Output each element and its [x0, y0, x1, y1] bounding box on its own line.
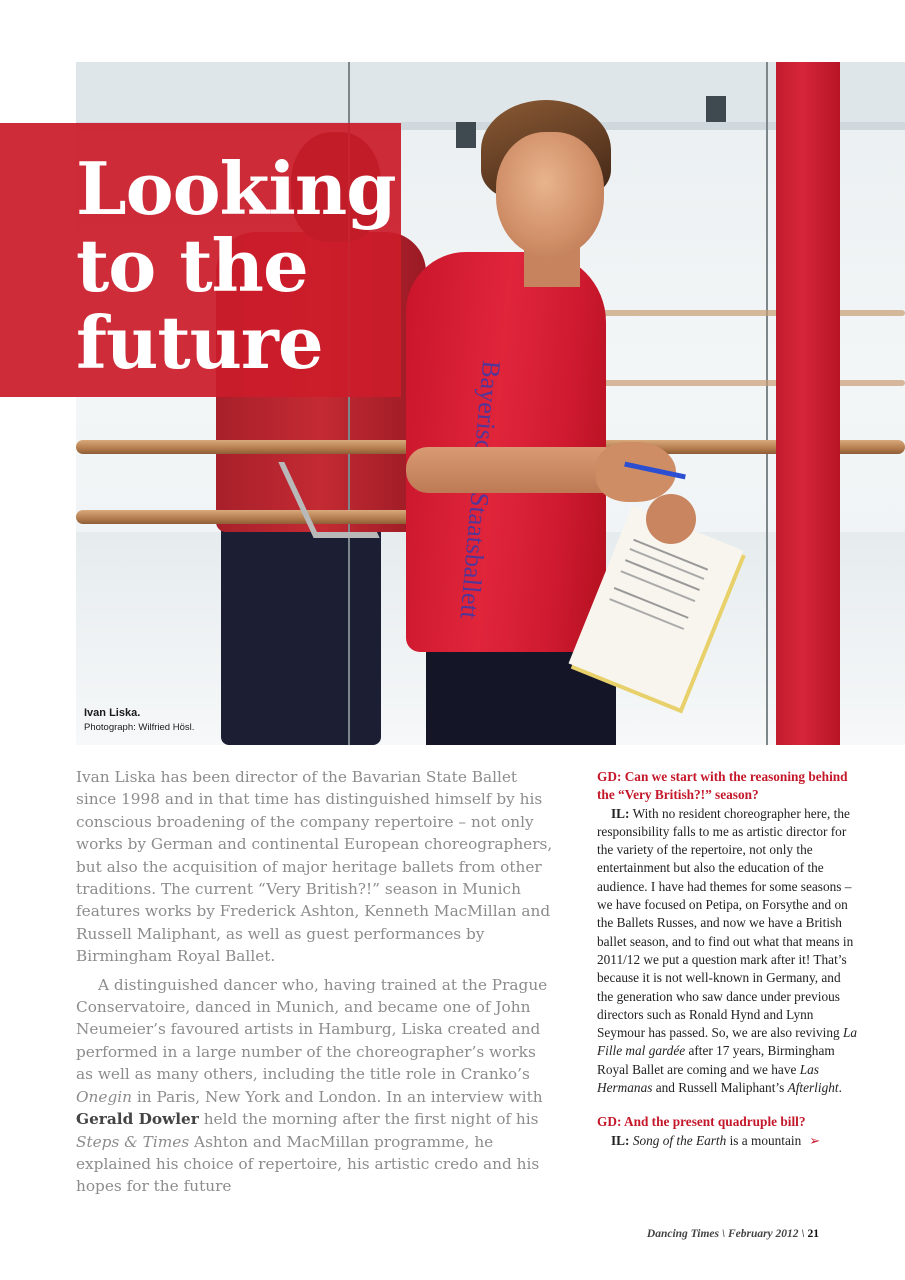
caption-credit: Photograph: Wilfried Hösl. [84, 722, 195, 733]
text-run: in Paris, New York and London. In an interview with [131, 1087, 543, 1106]
title-steps-and-times: Steps & Times [76, 1132, 190, 1151]
title-las-hermanas: Las Hermanas [597, 1061, 819, 1096]
dancer-hand-lower [646, 494, 696, 544]
question-1: GD: Can we start with the reasoning behind the “Very British?!” season? [597, 769, 848, 803]
title-afterlight: Afterlight [787, 1080, 839, 1096]
standfirst-paragraph-1: Ivan Liska has been director of the Bavarian State Ballet since 1998 and in that time has distinguished himself by his conscious broadening of the company repertoire – not only works by German and continental European choreographers, but also the acquisition of major heritage ballets from other traditions. The current “Very British?!” season in Munich features works by Frederick Ashton, Kenneth MacMillan and Russell Maliphant, as well as guest performances by Birmingham Royal Ballet. [76, 768, 553, 966]
author-name: Gerald Dowler [76, 1110, 199, 1129]
text-run: . [838, 1080, 842, 1096]
title-onegin: Onegin [76, 1087, 132, 1106]
page-number: 21 [807, 1228, 819, 1240]
standfirst-paragraph-2 [76, 974, 556, 1198]
page-footer [647, 1228, 819, 1240]
speaker-label: IL: [611, 805, 630, 821]
question-2: GD: And the present quadruple bill? [597, 1114, 806, 1130]
title-line-3: future [76, 300, 323, 385]
text-run: A distinguished dancer who, having trained at the Prague Conservatoire, danced in Munich, and became one of John Neumeier’s favoured artists in Hamburg, Liska created and performed in a large number of the choreographer’s works as well as many others, including the title role in Cranko’s [76, 975, 548, 1084]
text-run: Ashton and MacMillan programme, he explained his choice of repertoire, his artistic credo and his hopes for the future [76, 1132, 540, 1196]
photo-caption [84, 707, 194, 733]
answer-2 [597, 1132, 859, 1150]
text-run: and Russell Maliphant’s [652, 1080, 788, 1096]
answer-1 [597, 805, 859, 1098]
distant-barre [596, 380, 905, 386]
spacer [597, 1097, 859, 1113]
title-line-2: to the [76, 223, 308, 308]
footer-magazine: Dancing Times \ February 2012 \ [646, 1228, 808, 1240]
dancer-face [496, 132, 604, 257]
dancer-arm [406, 447, 626, 493]
title-la-fille-mal-gardee: La Fille mal gardée [597, 1025, 857, 1059]
text-run: With no resident choreographer here, the responsibility falls to me as artistic director for the variety of the repertoire, not only the entertainment but also the education of the audience. I have had themes for some seasons – we have focused on Petipa, on Forsythe and on the Ballets Russes, and now we have a British ballet season, and to find out what that means in 2011/12 we put a question mark after it! That’s because it is not well-known in Germany, and the generation who saw dance under previous directors such as Ronald Hynd and Lynn Seymour has passed. So, we are also reviving [597, 805, 854, 1041]
standfirst [76, 766, 556, 1198]
text-run: after 17 years, Birmingham Royal Ballet are coming and we have [597, 1043, 835, 1077]
article-title [76, 146, 396, 385]
wall-window [456, 122, 476, 148]
red-pillar [776, 62, 840, 745]
interview-column [597, 768, 859, 1150]
caption-name: Ivan Liska. [84, 707, 141, 719]
title-song-of-the-earth: Song of the Earth [632, 1132, 727, 1148]
text-run: is a mountain [726, 1132, 802, 1148]
mirror-edge [766, 62, 768, 745]
text-run: held the morning after the first night of his [198, 1110, 539, 1129]
speaker-label: IL: [611, 1132, 630, 1148]
continue-arrow-icon: ➢ [809, 1132, 821, 1148]
distant-barre [596, 310, 905, 316]
wall-window [706, 96, 726, 122]
reflection-legs [221, 522, 381, 745]
title-line-1: Looking [76, 146, 396, 231]
